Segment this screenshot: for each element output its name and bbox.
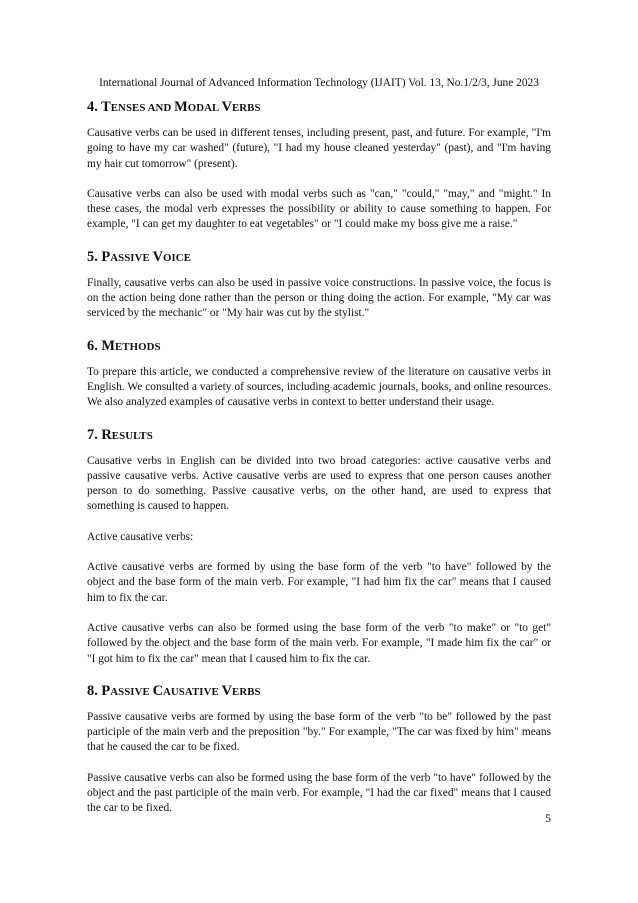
section-number: 6. [87,337,102,354]
page-number: 5 [545,813,551,825]
section-heading-passive-voice: 5. PASSIVE VOICE [87,248,191,265]
section-heading-results: 7. RESULTS [87,426,153,443]
running-header: International Journal of Advanced Information Technology (IJAIT) Vol. 13, No.1/2/3, June 2023 [99,77,539,89]
section-number: 7. [87,426,102,443]
section-heading-tenses-modal: 4. TENSES AND MODAL VERBS [87,99,261,115]
paragraph: Causative verbs can be used in different tenses, including present, past, and future. For example, "I'm going to have my car washed" (future), "I had my house cleaned yesterday" (past), and "I'm having my hair cut tomorrow" (present). [87,127,551,170]
section-number: 8. [87,682,102,699]
article-body [87,98,551,832]
paragraph: Active causative verbs: [87,530,194,543]
section-heading-methods: 6. METHODS [87,337,161,354]
section-number: 4. [87,99,102,115]
paragraph: Passive causative verbs are formed by using the base form of the verb "to be" followed by the past participle of the main verb and the preposition "by." For example, "The car was fixed by him" means that he caused the car to be fixed. [87,710,551,754]
paragraph: Finally, causative verbs can also be used in passive voice constructions. In passive voice, the focus is on the action being done rather than the person or thing doing the action. For example, "My car was serviced by the mechanic" or "My hair was cut by the stylist." [87,276,551,320]
paragraph: Passive causative verbs can also be formed using the base form of the verb "to have" followed by the object and the past participle of the main verb. For example, "I had the car fixed" means that I caused the car to be fixed. [87,771,551,815]
paragraph: Causative verbs in English can be divided into two broad categories: active causative verbs and passive causative verbs. Active causative verbs are used to express that one person causes another person to do something. Passive causative verbs, on the other hand, are used to express that something is caused to happen. [87,454,551,513]
paragraph: Causative verbs can also be used with modal verbs such as "can," "could," "may," and "might." In these cases, the modal verb expresses the possibility or ability to cause something to happen. For example, "I can get my daughter to eat vegetables" or "I could make my boss give me a raise." [87,187,551,231]
paragraph: Active causative verbs can also be formed using the base form of the verb "to make" or "to get" followed by the object and the base form of the main verb. For example, "I made him fix the car" or "I got him to fix the car" mean that I caused him to fix the car. [87,621,551,665]
section-heading-passive-causative: 8. PASSIVE CAUSATIVE VERBS [87,682,261,699]
section-number: 5. [87,248,102,265]
paragraph: Active causative verbs are formed by using the base form of the verb "to have" followed by the object and the base form of the main verb. For example, "I had him fix the car" means that I caused him to fix the car. [87,561,551,604]
paragraph: To prepare this article, we conducted a comprehensive review of the literature on causative verbs in English. We consulted a variety of sources, including academic journals, books, and online resources. We also analyzed examples of causative verbs in context to better understand their usage. [87,365,551,409]
